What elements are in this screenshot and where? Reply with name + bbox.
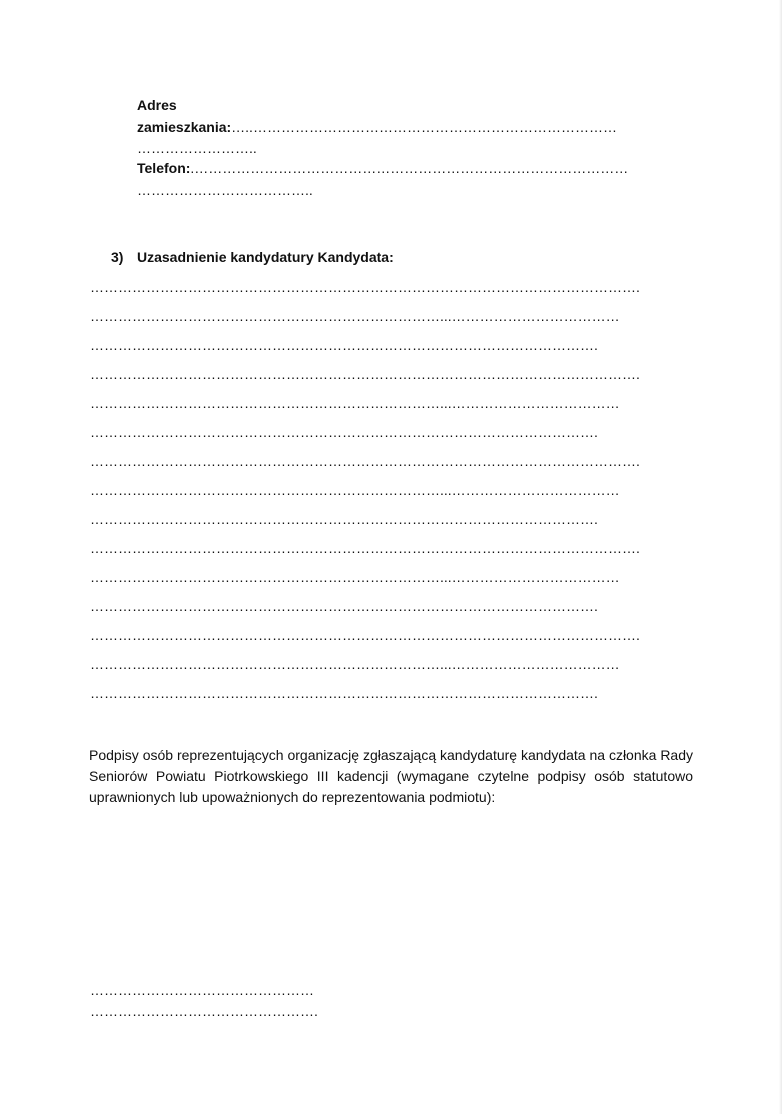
justification-line: ………………………………………………………………………………………………. [90, 685, 598, 701]
justification-line: ………………………………………………………………………………………………. [90, 424, 598, 440]
justification-line: ………………………………………………………………………………………………………. [90, 453, 640, 469]
justification-line: ………………………………………………………………………………………………………. [90, 366, 640, 382]
justification-line: ………………………………………………………………………………………………. [90, 511, 598, 527]
signature-line-2: …………………………………………. [90, 1003, 318, 1019]
justification-line: …………………………………………………………………...……………………………… [90, 308, 620, 324]
phone-label: Telefon: [137, 160, 191, 176]
phone-fill-text-2: ……………………………….. [137, 182, 313, 198]
address-fill-text-2: …………………….. [137, 140, 257, 156]
address-fill-line: …..…………………………………………………………………… [231, 119, 617, 135]
justification-line: …………………………………………………………………...……………………………… [90, 569, 620, 585]
address-label [137, 96, 177, 114]
section-title: Uzasadnienie kandydatury Kandydata: [137, 249, 394, 265]
address-field-row [137, 118, 689, 136]
phone-fill-line-2 [137, 181, 313, 199]
justification-line: ………………………………………………………………………………………………. [90, 337, 598, 353]
signatures-paragraph: Podpisy osób reprezentujących organizację zgłaszającą kandydaturę kandydata na członka Rady Seniorów Powiatu Piotrkowskiego III kadencji (wymagane czytelne podpisy osób statutowo uprawnionych lub upoważnionych do reprezentowania podmiotu): [89, 747, 693, 805]
justification-line: …………………………………………………………………...……………………………… [90, 395, 620, 411]
phone-field-row [137, 159, 689, 177]
signature-line-1: ………………………………………… [90, 982, 314, 998]
section-heading [111, 248, 394, 266]
address-label-cont: zamieszkania: [137, 119, 232, 135]
justification-line: …………………………………………………………………...……………………………… [90, 656, 620, 672]
justification-line: …………………………………………………………………...……………………………… [90, 482, 620, 498]
section-number: 3) [111, 249, 124, 265]
justification-line: ………………………………………………………………………………………………………. [90, 540, 640, 556]
address-fill-line-2 [137, 139, 257, 157]
address-label-text: Adres [137, 97, 177, 113]
justification-line: ………………………………………………………………………………………………………. [90, 279, 640, 295]
justification-line: ………………………………………………………………………………………………. [90, 598, 598, 614]
justification-line: ………………………………………………………………………………………………………. [90, 627, 640, 643]
phone-fill-line: .………………………………………………………………………………… [190, 160, 629, 176]
